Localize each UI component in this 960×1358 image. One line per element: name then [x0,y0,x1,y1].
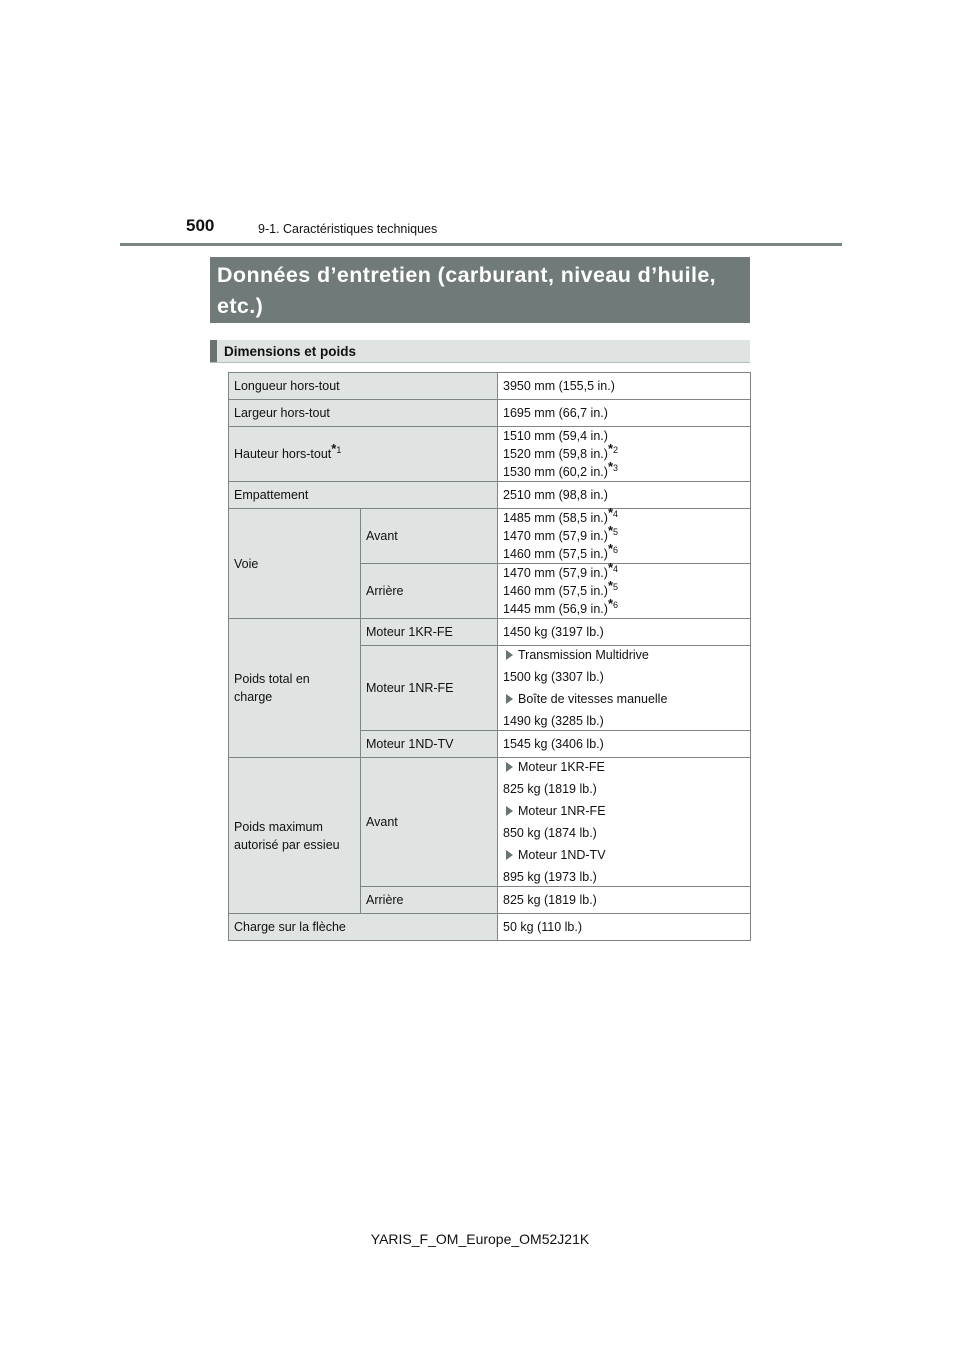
value-line: 1470 mm (57,9 in.)$^{*5}$ [503,522,619,543]
document-code: YARIS_F_OM_Europe_OM52J21K [370,1231,590,1247]
triangle-bullet-icon [506,650,513,660]
sub-label: Arrière [361,887,498,914]
table-row [229,427,751,482]
table-row [229,509,751,564]
triangle-bullet-icon [506,850,513,860]
triangle-bullet-icon [506,762,513,772]
row-value: 3950 mm (155,5 in.) [498,373,751,400]
hauteur-label: Hauteur hors-tout [234,447,332,461]
page-title: Données d’entretien (carburant, niveau d’huile, etc.) [210,257,750,323]
row-value [498,427,751,482]
list-item: Moteur 1NR-FE [503,802,750,820]
row-label: Charge sur la flèche [229,914,498,941]
footnote-marker: *1 [331,440,342,456]
row-value: 1450 kg (3197 lb.) [498,619,751,646]
row-label: Poids maximum autorisé par essieu [229,758,361,914]
row-label: Empattement [229,482,498,509]
row-value: 1695 mm (66,7 in.) [498,400,751,427]
value-line: 1510 mm (59,4 in.) [503,429,608,443]
row-value: 1545 kg (3406 lb.) [498,731,751,758]
table-row [229,373,751,400]
row-value: Transmission Multidrive 1500 kg (3307 lb.) Boîte de vitesses manuelle 1490 kg (3285 lb.) [498,646,751,731]
value-line: 1460 mm (57,5 in.)$^{*5}$ [503,577,619,598]
row-label: Voie [229,509,361,619]
list-item: Transmission Multidrive [503,646,750,664]
row-value: 825 kg (1819 lb.) [498,887,751,914]
table-row [229,758,751,887]
sub-label: Arrière [361,564,498,619]
subheading-bar [210,340,217,362]
row-label: Largeur hors-tout [229,400,498,427]
specs-table [228,372,751,941]
row-value [498,504,751,564]
value-line: 1530 mm (60,2 in.)$^{*3}$ [503,458,619,479]
subheading-label: Dimensions et poids [224,344,357,359]
header-divider [120,243,842,246]
table-row [229,914,751,941]
section-title: 9-1. Caractéristiques techniques [258,222,438,236]
sub-label: Moteur 1KR-FE [361,619,498,646]
table-row [229,619,751,646]
sub-label: Avant [361,509,498,564]
value-line: 1485 mm (58,5 in.)$^{*4}$ [503,504,619,525]
value-line: 1445 mm (56,9 in.)$^{*6}$ [503,595,619,616]
triangle-bullet-icon [506,694,513,704]
value-line: 1470 mm (57,9 in.)$^{*4}$ [503,559,619,580]
row-label: Longueur hors-tout [229,373,498,400]
list-item: Moteur 1ND-TV [503,846,750,864]
table-row [229,400,751,427]
triangle-bullet-icon [506,806,513,816]
value-line: 1460 mm (57,5 in.)$^{*6}$ [503,540,619,561]
row-label [229,427,498,482]
row-value: Moteur 1KR-FE 825 kg (1819 lb.) Moteur 1NR-FE 850 kg (1874 lb.) Moteur 1ND-TV 895 kg (1973 lb.) [498,758,751,887]
page-number: 500 [186,216,215,235]
row-label: Poids total en charge [229,619,361,758]
row-value: 2510 mm (98,8 in.) [498,482,751,509]
value-line: 1520 mm (59,8 in.)$^{*2}$ [503,440,619,461]
row-value [498,559,751,619]
sub-label: Avant [361,758,498,887]
subheading [210,340,750,363]
list-item: Boîte de vitesses manuelle [503,690,750,708]
sub-label: Moteur 1NR-FE [361,646,498,731]
row-value: 50 kg (110 lb.) [498,914,751,941]
sub-label: Moteur 1ND-TV [361,731,498,758]
list-item: Moteur 1KR-FE [503,758,750,776]
table-row [229,482,751,509]
